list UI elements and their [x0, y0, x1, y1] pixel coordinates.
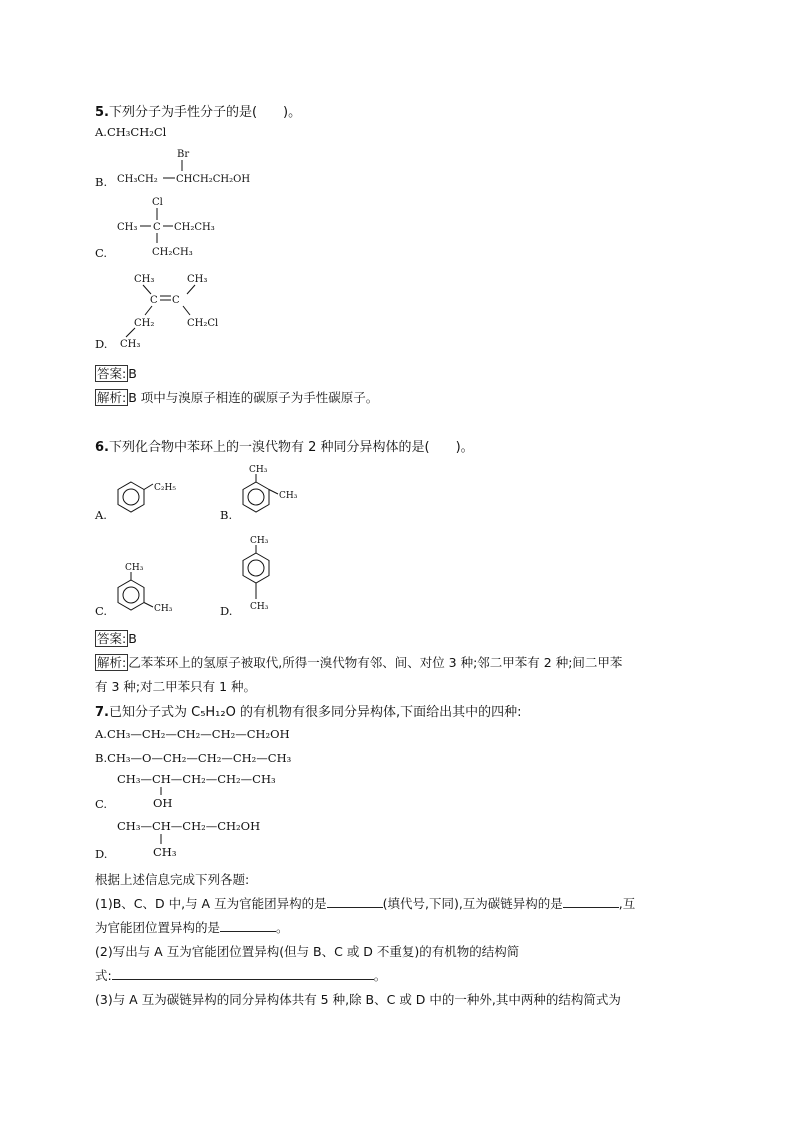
q6-analysis — [95, 653, 622, 671]
b6-me1-text: CH₃ — [249, 465, 268, 475]
d-me1-text: CH₃ — [134, 274, 155, 285]
q7-option-c-label: C. — [95, 797, 108, 811]
q7-option-c-chain: CH₃—CH—CH₂—CH₂—CH₃ — [117, 772, 276, 786]
q5-answer-tag: 答案: — [97, 366, 127, 381]
q5-option-c-label: C. — [95, 246, 108, 260]
q5-analysis-text: B 项中与溴原子相连的碳原子为手性碳原子。 — [128, 390, 379, 405]
c6-me1-text: CH₃ — [125, 563, 144, 573]
q6-option-c-structure — [115, 560, 195, 620]
c6-me2-text: CH₃ — [154, 604, 173, 614]
q7-stem — [95, 701, 521, 720]
q6-option-d-structure — [240, 533, 320, 618]
q6-number: 6. — [95, 440, 109, 455]
q6-option-a-structure — [115, 480, 195, 520]
d-me2-text: CH₃ — [187, 274, 208, 285]
d6-me1-text: CH₃ — [250, 536, 269, 546]
q6-option-b-label: B. — [220, 508, 233, 522]
q5-option-d-label: D. — [95, 337, 108, 351]
b-right-text: CHCH₂CH₂OH — [176, 174, 251, 185]
d-c1-text: C — [150, 295, 158, 306]
q7-option-b: B.CH₃—O—CH₂—CH₂—CH₂—CH₃ — [95, 751, 292, 765]
q5-option-b-label: B. — [95, 175, 108, 189]
q7-part1-line1: (1)B、C、D 中,与 A 互为官能团异构的是 (填代号,下同),互为碳链异构的是 ,互 — [95, 896, 636, 911]
q6-answer-tag: 答案: — [97, 631, 127, 646]
b-left-text: CH₃CH₂ — [117, 174, 158, 185]
q5-answer-value: B — [128, 366, 137, 381]
q5-analysis — [95, 388, 378, 406]
b-br-text: Br — [177, 149, 190, 160]
q7-number: 7. — [95, 705, 109, 720]
d-ch2a-text: CH₂ — [134, 318, 155, 329]
q7-blank-4[interactable] — [112, 968, 374, 980]
q7-option-c-oh: OH — [153, 796, 173, 810]
q5-stem — [95, 101, 301, 120]
d-ch2cl-text: CH₂Cl — [187, 318, 219, 329]
q6-stem-text: 下列化合物中苯环上的一溴代物有 2 种同分异构体的是( )。 — [108, 440, 474, 455]
q5-stem-text: 下列分子为手性分子的是( )。 — [108, 105, 302, 120]
q7-stem-text: 已知分子式为 C₅H₁₂O 的有机物有很多同分异构体,下面给出其中的四种: — [108, 705, 522, 720]
q6-analysis-line1: 乙苯苯环上的氢原子被取代,所得一溴代物有邻、间、对位 3 种;邻二甲苯有 2 种;间二甲苯 — [128, 655, 623, 670]
q5-option-b-structure — [115, 145, 275, 190]
d6-me2-text: CH₃ — [250, 602, 269, 612]
q6-stem — [95, 436, 474, 455]
q7-option-d-label: D. — [95, 847, 108, 861]
q6-answer-value: B — [128, 631, 137, 646]
q6-option-d-label: D. — [220, 604, 233, 618]
q6-option-a-label: A. — [95, 508, 107, 522]
q5-number: 5. — [95, 105, 109, 120]
c-center-text: C — [153, 222, 161, 233]
q7-part2-line2: 式: 。 — [95, 968, 387, 983]
q5-option-a: A.CH₃CH₂Cl — [95, 125, 167, 139]
q6-option-c-label: C. — [95, 604, 108, 618]
c-right-text: CH₂CH₃ — [174, 222, 215, 233]
q7-part1-line2: 为官能团位置异构的是 。 — [95, 920, 289, 935]
q7-option-d-chain: CH₃—CH—CH₂—CH₂OH — [117, 819, 261, 833]
c-cl-text: Cl — [152, 197, 163, 208]
q7-blank-1[interactable] — [327, 896, 383, 908]
q6-analysis-tag: 解析: — [97, 655, 127, 670]
d-ch3-text: CH₃ — [120, 339, 141, 350]
b6-me2-text: CH₃ — [279, 491, 298, 501]
q7-part2-line1: (2)写出与 A 互为官能团位置异构(但与 B、C 或 D 不重复)的有机物的结构简 — [95, 944, 520, 959]
c-left-text: CH₃ — [117, 222, 138, 233]
q5-analysis-tag: 解析: — [97, 390, 127, 405]
q7-option-d-ch3: CH₃ — [153, 845, 177, 859]
q7-option-a: A.CH₃—CH₂—CH₂—CH₂—CH₂OH — [95, 727, 290, 741]
q6-option-b-structure — [240, 462, 320, 522]
q6-answer — [95, 629, 137, 647]
c-bottom-text: CH₂CH₃ — [152, 247, 193, 258]
q6-analysis-line2: 有 3 种;对二甲苯只有 1 种。 — [95, 679, 257, 694]
q5-option-d-structure — [115, 268, 275, 350]
q5-answer — [95, 364, 137, 382]
q5-option-c-structure — [115, 193, 275, 263]
q7-intro: 根据上述信息完成下列各题: — [95, 872, 250, 887]
a-sub-text: C₂H₅ — [154, 483, 176, 493]
q7-blank-2[interactable] — [563, 896, 619, 908]
q7-blank-3[interactable] — [220, 920, 276, 932]
d-c2-text: C — [172, 295, 180, 306]
q7-part3-line1: (3)与 A 互为碳链异构的同分异构体共有 5 种,除 B、C 或 D 中的一种外,其中两种的结构简式为 — [95, 992, 621, 1007]
